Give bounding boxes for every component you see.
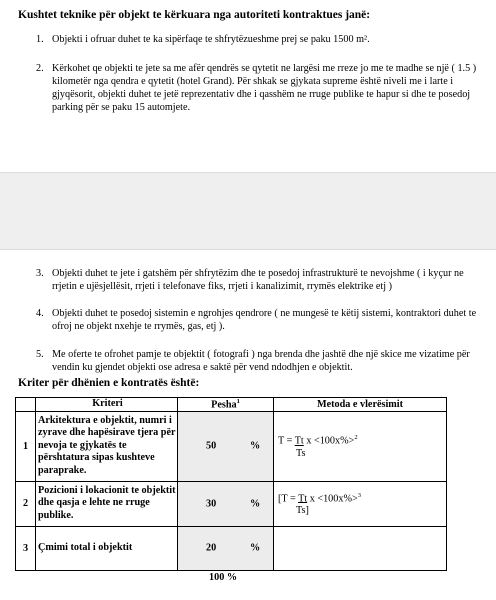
weight-percent: % [250,542,261,554]
weight-value: 50 [206,440,217,452]
formula-numerator [278,432,446,447]
header-criteria: Kriteri [36,398,178,412]
formula-footnote: 3 [357,491,361,499]
list-item-text: Objekti duhet te posedoj sistemin e ngrohjes qendrore ( ne mungesë te këtij sistemi, kontraktori duhet te ofroj ne objekt nxehje te rrymës, gas, etj ). [52,308,477,332]
formula-footnote: 2 [354,434,358,442]
formula-numerator [278,490,446,505]
weight-percent: % [250,498,261,509]
formula-underlined: Tt [294,435,304,447]
row-weight [178,411,274,481]
page-separator [0,172,496,250]
list-item-text: Kërkohet qe objekti te jete sa me afër qendrës se qytetit ne largësi me rreze jo me te madhe se një ( 1.5 ) kilometër nga qendra e qytetit (hotel Grand). Për shkak se gjykata supreme është niveli me i larte i gjyqësorit, objekti duhet te jetë reprezentativ dhe i qasshëm ne rruge publike te hapur si dhe te posedoj parking për se paku 15 automjete. [52,63,477,113]
list-item-number: 2. [36,63,44,74]
list-item-text: Me oferte te ofrohet pamje te objektit ( fotografi ) nga brenda dhe jashtë dhe një skice me vizatime për vendin ku gjendet objekti ose adresa e saktë për vend ndodhjen e objektit. [52,349,470,373]
row-weight [178,526,274,570]
table-header-row [16,398,447,412]
table-row [16,526,447,570]
row-number: 1 [16,411,36,481]
list-item [36,348,486,374]
list-item-text: Objekti duhet te jete i gatshëm për shfrytëzim dhe te posedoj infrastrukturë te nevojshme ( i kyçur ne rrjetin e ujësjellësit, rrjeti i telefonave fiks, rrjeti i kanalizimit, rrymës elektrike etj ) [52,268,464,292]
row-criteria: Arkitektura e objektit, numri i zyrave dhe hapësirave tjera për nevoja te gjykatës te përshtatura sipas kushteve paraprake. [36,411,178,481]
list-item-number: 5. [36,349,44,360]
row-number: 2 [16,481,36,526]
row-number: 3 [16,526,36,570]
row-criteria: Çmimi total i objektit [36,526,178,570]
formula-underlined: Tt [298,493,308,505]
list-item-number: 1. [36,34,44,45]
table-row [16,481,447,526]
list-item-number: 3. [36,268,44,279]
formula-suffix: x <100x%> [307,493,358,505]
total-weight: 100 % [209,572,238,583]
criteria-table [15,397,447,571]
formula-denominator: Ts [296,447,306,459]
row-method [274,411,447,481]
header-weight-label: Pesha [211,399,237,411]
formula-denominator: Ts] [296,505,309,517]
row-criteria: Pozicioni i lokacionit te objektit dhe qasja e lehte ne rruge publike. [36,481,178,526]
criteria-heading: Kriter për dhënien e kontratës është: [18,377,200,389]
formula-suffix: x <100x%> [303,435,355,447]
list-item [36,267,486,293]
header-method: Metoda e vlerësimit [274,398,447,412]
row-weight [178,481,274,526]
table-row [16,411,447,481]
row-method [274,526,447,570]
list-item [36,307,486,333]
weight-value: 20 [206,542,217,554]
row-method [274,481,447,526]
formula-prefix: T = [278,435,295,447]
technical-conditions-heading: Kushtet teknike për objekt te kërkuara nga autoriteti kontraktues janë: [18,9,371,21]
formula-prefix: [T = [278,493,299,505]
list-item-number: 4. [36,308,44,319]
weight-value: 30 [206,498,217,509]
header-weight-footnote: 1 [236,398,240,406]
header-weight [178,398,274,412]
list-item-text: Objekti i ofruar duhet te ka sipërfaqe te shfrytëzueshme prej se paku 1500 m². [52,34,370,45]
weight-percent: % [250,440,261,452]
list-item [36,33,486,46]
list-item [36,62,486,114]
header-number [16,398,36,412]
